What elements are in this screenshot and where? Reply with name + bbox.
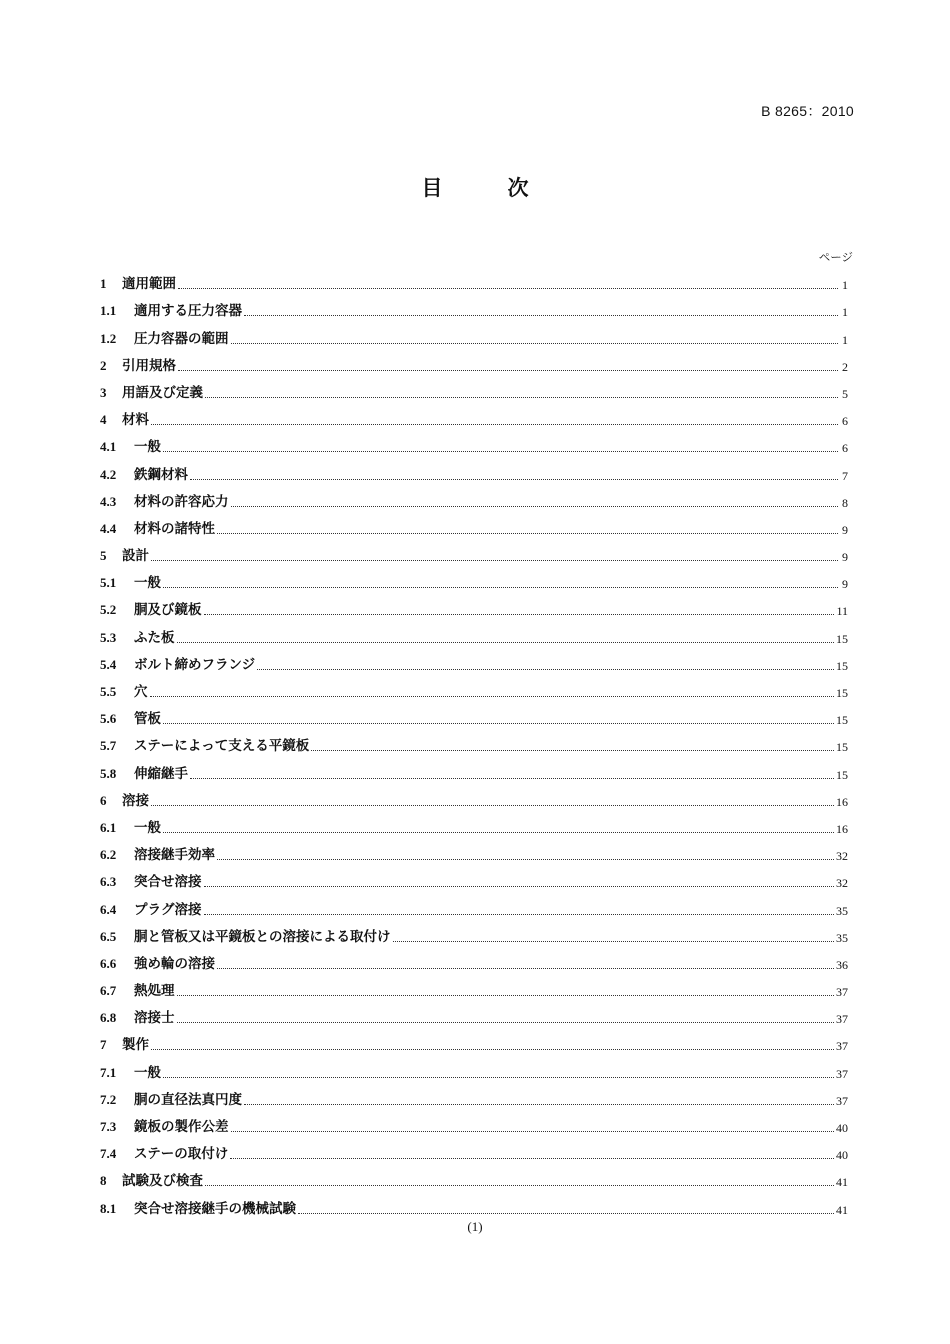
toc-entry-number: 7.2 <box>100 1091 117 1107</box>
toc-entry-number: 1 <box>100 276 107 292</box>
toc-entry-number: 4.3 <box>100 493 117 509</box>
toc-entry[interactable] <box>100 1054 848 1081</box>
toc-entry-title: 胴の直径法真円度 <box>134 1091 242 1108</box>
toc-entry-number: 8.1 <box>100 1200 117 1216</box>
toc-entry-title: 強め輪の溶接 <box>134 955 215 972</box>
dot-leader <box>204 885 835 887</box>
toc-entry-number: 4.2 <box>100 466 117 482</box>
dot-leader <box>163 831 834 833</box>
toc-entry-page: 15 <box>836 658 848 673</box>
toc-entry[interactable] <box>100 810 848 837</box>
table-of-contents <box>100 266 848 1218</box>
toc-entry-title: 材料 <box>122 412 149 429</box>
toc-entry-title: 材料の諸特性 <box>134 520 215 537</box>
toc-entry-number: 5.6 <box>100 711 117 727</box>
toc-entry-page: 15 <box>836 740 848 755</box>
dot-leader <box>178 287 838 289</box>
dot-leader <box>393 940 835 942</box>
toc-entry-title: 突合せ溶接継手の機械試験 <box>134 1200 296 1217</box>
toc-entry-title: 溶接士 <box>134 1010 175 1027</box>
toc-entry[interactable] <box>100 701 848 728</box>
toc-entry-page: 16 <box>836 821 848 836</box>
toc-entry[interactable] <box>100 728 848 755</box>
toc-entry-number: 5.4 <box>100 656 117 672</box>
toc-entry-title: 一般 <box>134 819 161 836</box>
toc-entry-number: 1.1 <box>100 303 117 319</box>
toc-entry[interactable] <box>100 674 848 701</box>
toc-entry-number: 5.3 <box>100 629 117 645</box>
toc-entry[interactable] <box>100 565 848 592</box>
toc-entry-title: 溶接継手効率 <box>134 847 215 864</box>
dot-leader <box>217 967 834 969</box>
toc-entry-page: 9 <box>842 550 848 565</box>
toc-entry-number: 5.7 <box>100 738 117 754</box>
dot-leader <box>177 641 835 643</box>
toc-entry-title: 鏡板の製作公差 <box>134 1119 229 1135</box>
dot-leader <box>217 532 838 534</box>
toc-entry-number: 6.2 <box>100 847 117 863</box>
toc-entry-number: 5.2 <box>100 602 117 618</box>
toc-entry-title: ステーの取付け <box>134 1146 229 1163</box>
toc-entry-title: ステーによって支える平鏡板 <box>134 738 310 755</box>
toc-entry-page: 37 <box>836 985 848 1000</box>
dot-leader <box>231 1130 835 1132</box>
dot-leader <box>163 586 838 588</box>
toc-entry-number: 6.7 <box>100 983 117 999</box>
toc-entry-number: 1.2 <box>100 330 117 346</box>
toc-entry-page: 37 <box>836 1012 848 1027</box>
toc-entry-page: 1 <box>842 305 848 320</box>
toc-entry-number: 7.3 <box>100 1119 117 1134</box>
toc-entry-page: 36 <box>836 957 848 972</box>
toc-entry-page: 40 <box>836 1148 848 1163</box>
standard-code: B 8265：2010 <box>761 103 854 119</box>
toc-entry-title: 突合せ溶接 <box>134 874 202 891</box>
toc-entry-page: 37 <box>836 1093 848 1108</box>
toc-entry-title: 材料の許容応力 <box>134 493 229 510</box>
toc-entry-title: プラグ溶接 <box>134 901 202 918</box>
dot-leader <box>163 450 838 452</box>
toc-entry-number: 7.4 <box>100 1146 117 1162</box>
dot-leader <box>178 369 838 371</box>
toc-entry-number: 7.1 <box>100 1064 117 1080</box>
toc-entry-page: 9 <box>842 522 848 537</box>
toc-entry-page: 2 <box>842 359 848 374</box>
toc-entry-title: 圧力容器の範囲 <box>134 330 229 347</box>
toc-entry[interactable] <box>100 456 848 483</box>
toc-entry-title: 管板 <box>134 711 161 728</box>
toc-entry-page: 9 <box>842 577 848 592</box>
dot-leader <box>150 695 835 697</box>
toc-entry-page: 32 <box>836 849 848 864</box>
toc-entry-page: 41 <box>836 1202 848 1217</box>
toc-entry-number: 5 <box>100 548 107 564</box>
toc-entry-page: 7 <box>842 468 848 483</box>
toc-entry-number: 8 <box>100 1173 107 1189</box>
dot-leader <box>311 749 834 751</box>
toc-entry[interactable] <box>100 647 848 674</box>
toc-entry-number: 4 <box>100 412 107 428</box>
toc-entry[interactable] <box>100 837 848 864</box>
toc-entry[interactable] <box>100 1027 848 1054</box>
toc-entry-title: 伸縮継手 <box>134 765 188 782</box>
toc-entry[interactable] <box>100 266 848 293</box>
toc-entry[interactable] <box>100 864 848 891</box>
toc-entry-title: 用語及び定義 <box>122 384 203 401</box>
toc-entry[interactable] <box>100 538 848 565</box>
toc-entry[interactable] <box>100 783 848 810</box>
toc-entry-page: 15 <box>836 767 848 782</box>
toc-entry[interactable] <box>100 1000 848 1027</box>
page-folio: (1) <box>467 1219 483 1234</box>
toc-entry-number: 6.6 <box>100 955 117 971</box>
toc-entry[interactable] <box>100 348 848 375</box>
dot-leader <box>163 722 834 724</box>
dot-leader <box>298 1212 834 1214</box>
toc-entry-title: ふた板 <box>134 629 175 646</box>
dot-leader <box>151 1048 834 1050</box>
toc-entry[interactable] <box>100 619 848 646</box>
toc-entry-title: 試験及び検査 <box>122 1173 203 1190</box>
toc-entry-title: 設計 <box>122 548 149 565</box>
toc-entry-title: 穴 <box>134 684 148 700</box>
toc-entry-title: 一般 <box>134 575 161 592</box>
toc-entry-number: 5.5 <box>100 684 117 699</box>
toc-entry-page: 32 <box>836 876 848 891</box>
toc-entry-page: 1 <box>842 332 848 347</box>
toc-entry-page: 6 <box>842 441 848 456</box>
toc-entry[interactable] <box>100 919 848 946</box>
toc-entry-page: 5 <box>842 386 848 401</box>
toc-entry-page: 35 <box>836 903 848 918</box>
toc-entry-title: 適用範囲 <box>122 276 176 293</box>
dot-leader <box>177 994 835 996</box>
dot-leader <box>163 1076 834 1078</box>
toc-entry-number: 4.1 <box>100 439 117 455</box>
toc-entry[interactable] <box>100 484 848 511</box>
toc-entry[interactable] <box>100 946 848 973</box>
toc-entry-number: 6.8 <box>100 1010 117 1026</box>
toc-entry[interactable] <box>100 1109 848 1136</box>
toc-entry-number: 2 <box>100 357 107 373</box>
dot-leader <box>151 804 834 806</box>
toc-entry-title: 引用規格 <box>122 357 176 374</box>
toc-entry-number: 7 <box>100 1037 107 1053</box>
toc-entry-page: 11 <box>836 604 848 619</box>
dot-leader <box>244 314 838 316</box>
toc-entry-title: 胴と管板又は平鏡板との溶接による取付け <box>134 928 391 945</box>
toc-entry-number: 5.8 <box>100 765 117 781</box>
toc-entry-page: 16 <box>836 794 848 809</box>
dot-leader <box>257 668 834 670</box>
toc-entry[interactable] <box>100 891 848 918</box>
toc-entry-number: 3 <box>100 384 107 400</box>
toc-entry[interactable] <box>100 402 848 429</box>
toc-entry-number: 6.5 <box>100 928 117 944</box>
toc-entry[interactable] <box>100 293 848 320</box>
toc-entry-page: 41 <box>836 1175 848 1190</box>
toc-entry[interactable] <box>100 1163 848 1190</box>
toc-entry[interactable] <box>100 375 848 402</box>
dot-leader <box>205 1184 834 1186</box>
toc-entry-page: 15 <box>836 686 848 700</box>
toc-entry[interactable] <box>100 1082 848 1109</box>
toc-entry-page: 15 <box>836 713 848 728</box>
dot-leader <box>217 858 834 860</box>
toc-entry-title: 鉄鋼材料 <box>134 466 188 483</box>
dot-leader <box>205 396 838 398</box>
dot-leader <box>244 1103 834 1105</box>
toc-entry[interactable] <box>100 973 848 1000</box>
dot-leader <box>151 423 838 425</box>
dot-leader <box>190 478 838 480</box>
toc-entry-page: 15 <box>836 631 848 646</box>
dot-leader <box>204 613 835 615</box>
toc-entry[interactable] <box>100 511 848 538</box>
dot-leader <box>231 505 839 507</box>
page-column-label: ページ <box>818 250 853 264</box>
toc-entry-title: 溶接 <box>122 792 149 809</box>
toc-entry[interactable] <box>100 592 848 619</box>
toc-entry-page: 37 <box>836 1066 848 1081</box>
toc-entry[interactable] <box>100 1190 848 1217</box>
toc-entry[interactable] <box>100 1136 848 1163</box>
toc-entry-title: 製作 <box>122 1037 149 1054</box>
toc-entry[interactable] <box>100 429 848 456</box>
toc-entry-page: 8 <box>842 495 848 510</box>
dot-leader <box>230 1157 834 1159</box>
toc-entry-number: 6.3 <box>100 874 117 890</box>
toc-entry-title: 一般 <box>134 439 161 456</box>
dot-leader <box>177 1021 835 1023</box>
toc-entry-page: 40 <box>836 1121 848 1135</box>
toc-entry[interactable] <box>100 755 848 782</box>
toc-entry[interactable] <box>100 320 848 347</box>
toc-entry-title: 適用する圧力容器 <box>134 303 242 320</box>
toc-entry-title: 熱処理 <box>134 983 175 1000</box>
toc-entry-number: 4.4 <box>100 520 117 536</box>
dot-leader <box>151 559 838 561</box>
dot-leader <box>231 342 839 344</box>
toc-entry-number: 6 <box>100 792 107 808</box>
toc-entry-title: ボルト締めフランジ <box>134 656 256 673</box>
dot-leader <box>190 777 834 779</box>
toc-entry-title: 胴及び鏡板 <box>134 602 202 619</box>
toc-entry-page: 37 <box>836 1039 848 1054</box>
toc-entry-page: 1 <box>842 278 848 293</box>
toc-entry-number: 6.1 <box>100 819 117 835</box>
toc-entry-page: 35 <box>836 930 848 945</box>
toc-entry-number: 6.4 <box>100 901 117 917</box>
toc-entry-number: 5.1 <box>100 575 117 591</box>
dot-leader <box>204 913 835 915</box>
toc-entry-title: 一般 <box>134 1064 161 1081</box>
toc-entry-page: 6 <box>842 414 848 429</box>
page-title: 目 次 <box>421 176 551 200</box>
